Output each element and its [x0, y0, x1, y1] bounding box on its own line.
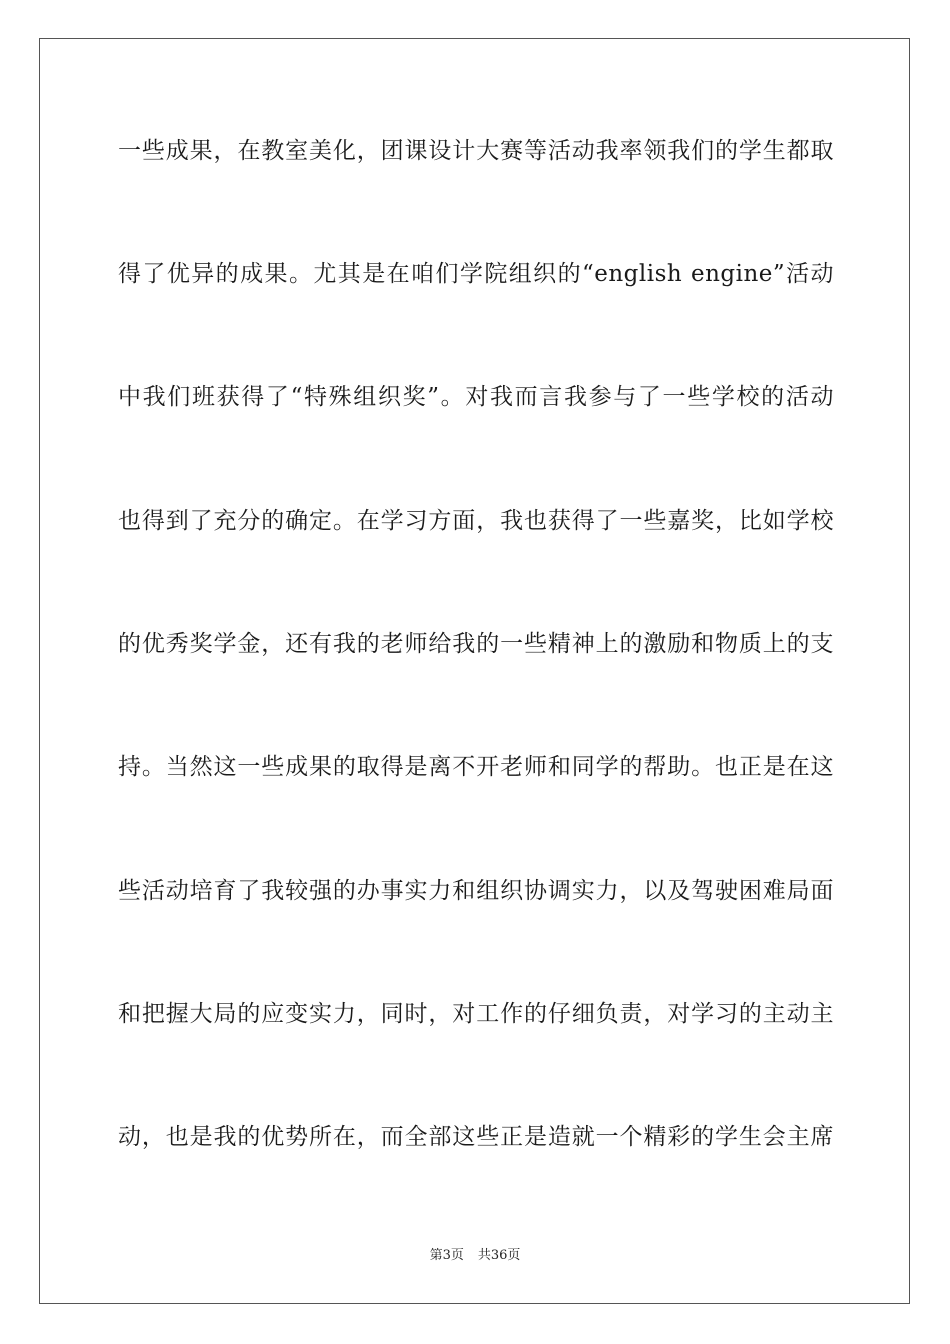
body-text-line: 和把握大局的应变实力，同时，对工作的仔细负责，对学习的主动主	[118, 1001, 834, 1027]
body-text-line: 持。当然这一些成果的取得是离不开老师和同学的帮助。也正是在这	[118, 754, 834, 780]
body-text-line: 的优秀奖学金，还有我的老师给我的一些精神上的激励和物质上的支	[118, 631, 834, 657]
page-border	[39, 38, 910, 1304]
body-text-line: 也得到了充分的确定。在学习方面，我也获得了一些嘉奖，比如学校	[118, 508, 834, 534]
body-text-line: 些活动培育了我较强的办事实力和组织协调实力，以及驾驶困难局面	[118, 878, 834, 904]
page-number: 第3页	[429, 1248, 464, 1263]
body-text-line: 中我们班获得了“特殊组织奖”。对我而言我参与了一些学校的活动	[118, 384, 834, 410]
body-text-line: 一些成果，在教室美化，团课设计大赛等活动我率领我们的学生都取	[118, 138, 834, 164]
page-footer	[0, 1247, 950, 1265]
page-total: 共36页	[477, 1248, 521, 1263]
body-text-line: 动，也是我的优势所在，而全部这些正是造就一个精彩的学生会主席	[118, 1124, 834, 1150]
body-text-line: 得了优异的成果。尤其是在咱们学院组织的“english engine”活动	[118, 261, 834, 287]
